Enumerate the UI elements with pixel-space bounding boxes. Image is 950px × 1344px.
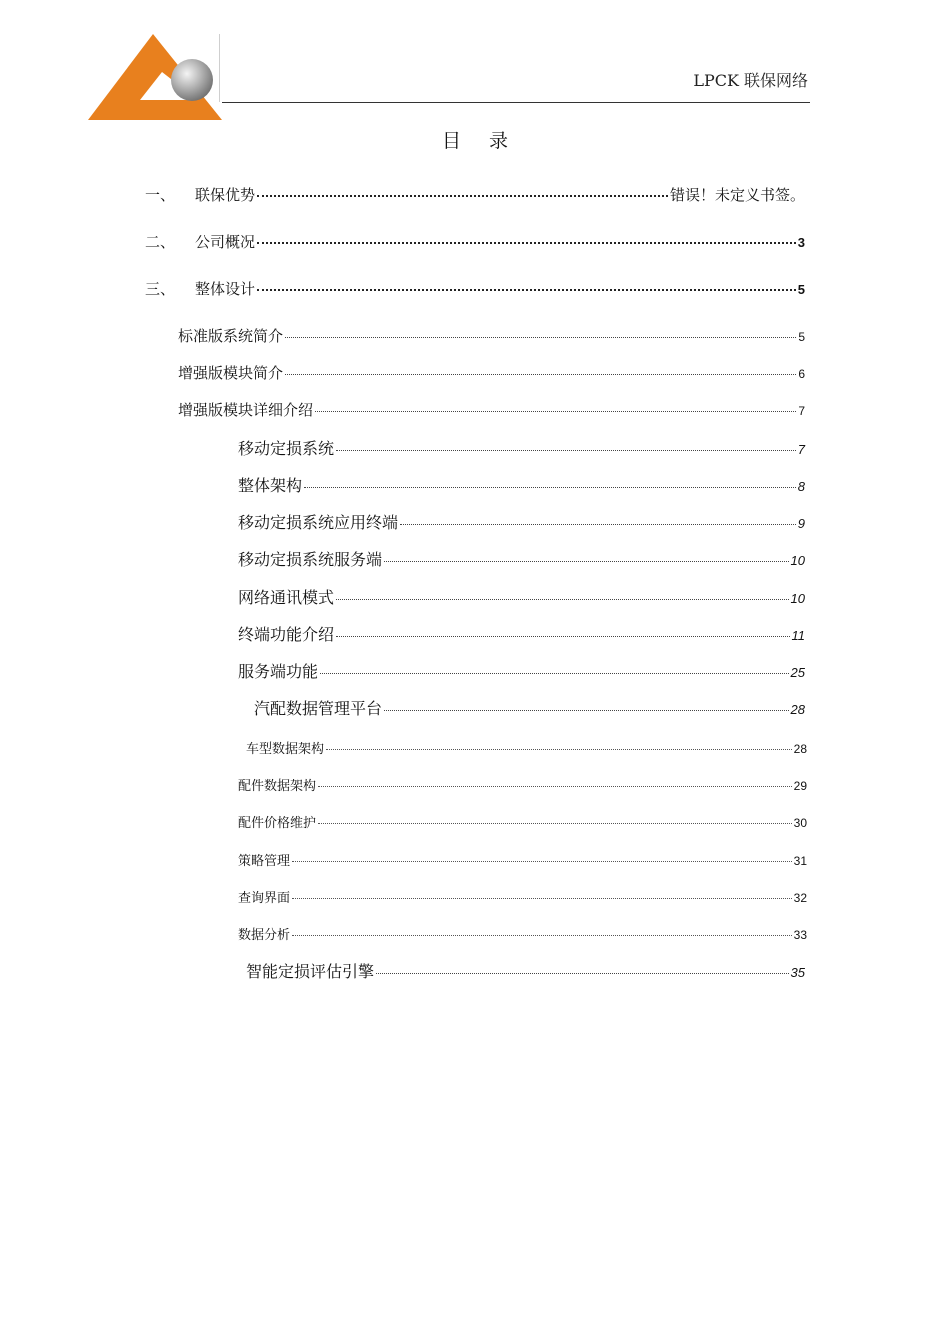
toc-entry-level4[interactable] [238, 775, 807, 794]
toc-entry-label: 标准版系统简介 [178, 327, 284, 345]
toc-entry-label: 增强版模块详细介绍 [178, 401, 314, 419]
toc-dot-leader [292, 898, 792, 899]
toc-dot-leader [285, 337, 796, 338]
toc-entry-gongsi-gaikuang[interactable] [145, 231, 805, 252]
toc-entry-label: 整体设计 [195, 280, 256, 298]
toc-entry-zhengti-sheji[interactable] [145, 278, 805, 299]
toc-entry-zhineng-dingsun[interactable] [246, 959, 805, 982]
toc-dot-leader [292, 861, 792, 862]
logo-sphere [171, 59, 213, 101]
toc-entry-label: 配件数据架构 [238, 779, 317, 794]
toc-entry-label: 移动定损系统应用终端 [238, 513, 399, 532]
toc-entry-label: 车型数据架构 [246, 742, 325, 757]
toc-page-number: 33 [793, 928, 807, 942]
toc-page-number: 7 [798, 404, 805, 418]
toc-entry-level4[interactable] [238, 924, 807, 943]
toc-dot-leader [336, 636, 789, 637]
toc-dot-leader [257, 289, 796, 291]
toc-dot-leader [400, 524, 796, 525]
toc-entry-label: 联保优势 [195, 186, 256, 204]
toc-entry-label: 公司概况 [195, 233, 256, 251]
toc-entry-level4[interactable] [238, 812, 807, 831]
toc-entry-label: 查询界面 [238, 891, 291, 906]
toc-entry-level3[interactable] [238, 659, 805, 682]
toc-entry-level2[interactable] [178, 325, 805, 346]
toc-dot-leader [292, 935, 792, 936]
toc-dot-leader [336, 450, 796, 451]
toc-entry-label: 智能定损评估引擎 [246, 962, 375, 981]
toc-entry-level4[interactable] [238, 887, 807, 906]
toc-entry-level3[interactable] [238, 585, 805, 608]
toc-entry-level3[interactable] [238, 547, 805, 570]
toc-page-number: 5 [798, 330, 805, 344]
toc-page-number: 3 [797, 235, 805, 250]
toc-dot-leader [285, 374, 796, 375]
toc-page-number: 6 [798, 367, 805, 381]
toc-page-number: 35 [790, 965, 805, 980]
toc-page-number: 28 [793, 742, 807, 756]
toc-page-number: 28 [790, 702, 805, 717]
toc-entry-level3[interactable] [238, 473, 805, 496]
toc-entry-number: 三、 [145, 280, 176, 298]
toc-page-number: 8 [797, 479, 805, 494]
toc-page-number: 11 [791, 628, 805, 643]
toc-page-number: 30 [793, 816, 807, 830]
toc-entry-label: 移动定损系统服务端 [238, 550, 383, 569]
toc-entry-level3[interactable] [238, 622, 805, 645]
toc-entry-label: 移动定损系统 [238, 439, 335, 458]
toc-dot-leader [257, 195, 668, 197]
header-divider-vertical [219, 34, 220, 102]
toc-dot-leader [384, 710, 789, 711]
toc-dot-leader [315, 411, 796, 412]
toc-entry-level2[interactable] [178, 362, 805, 383]
toc-dot-leader [257, 242, 796, 244]
toc-page-number: 25 [790, 665, 805, 680]
toc-entry-level3[interactable] [254, 696, 805, 719]
toc-dot-leader [326, 749, 792, 750]
toc-page-number: 10 [790, 591, 805, 606]
toc-dot-leader [320, 673, 789, 674]
toc-entry-label: 数据分析 [238, 928, 291, 943]
toc-entry-level3[interactable] [238, 510, 805, 533]
toc-entry-level3[interactable] [238, 436, 805, 459]
toc-page-number: 31 [793, 854, 807, 868]
toc-entry-level4[interactable] [238, 850, 807, 869]
toc-title: 目录 [441, 130, 536, 152]
toc-entry-level4[interactable] [246, 738, 807, 757]
toc-page-number: 10 [790, 553, 805, 568]
toc-entry-label: 汽配数据管理平台 [254, 699, 383, 718]
toc-dot-leader [318, 786, 792, 787]
toc-entry-label: 增强版模块简介 [178, 364, 284, 382]
toc-dot-leader [318, 823, 792, 824]
toc-dot-leader [376, 973, 789, 974]
header-brand-text: LPCK 联保网络 [693, 71, 808, 90]
toc-entry-level2[interactable] [178, 399, 805, 420]
toc-entry-number: 二、 [145, 233, 176, 251]
header-rule [222, 102, 810, 103]
toc-entry-label: 策略管理 [238, 854, 291, 869]
toc-entry-label: 服务端功能 [238, 662, 319, 681]
toc-page-number: 32 [793, 891, 807, 905]
toc-dot-leader [304, 487, 796, 488]
toc-page-number: 7 [797, 442, 805, 457]
toc-entry-number: 一、 [145, 186, 176, 204]
toc-entry-lianbao-youshi[interactable] [145, 184, 805, 205]
toc-dot-leader [384, 561, 789, 562]
toc-entry-label: 配件价格维护 [238, 816, 317, 831]
toc-page-error: 错误！未定义书签。 [669, 186, 805, 204]
toc-page-number: 5 [797, 282, 805, 297]
company-logo [88, 34, 222, 122]
toc-dot-leader [336, 599, 789, 600]
toc-page-number: 9 [797, 516, 805, 531]
toc-entry-label: 终端功能介绍 [238, 625, 335, 644]
toc-page-number: 29 [793, 779, 807, 793]
toc-entry-label: 整体架构 [238, 476, 303, 495]
toc-entry-label: 网络通讯模式 [238, 588, 335, 607]
